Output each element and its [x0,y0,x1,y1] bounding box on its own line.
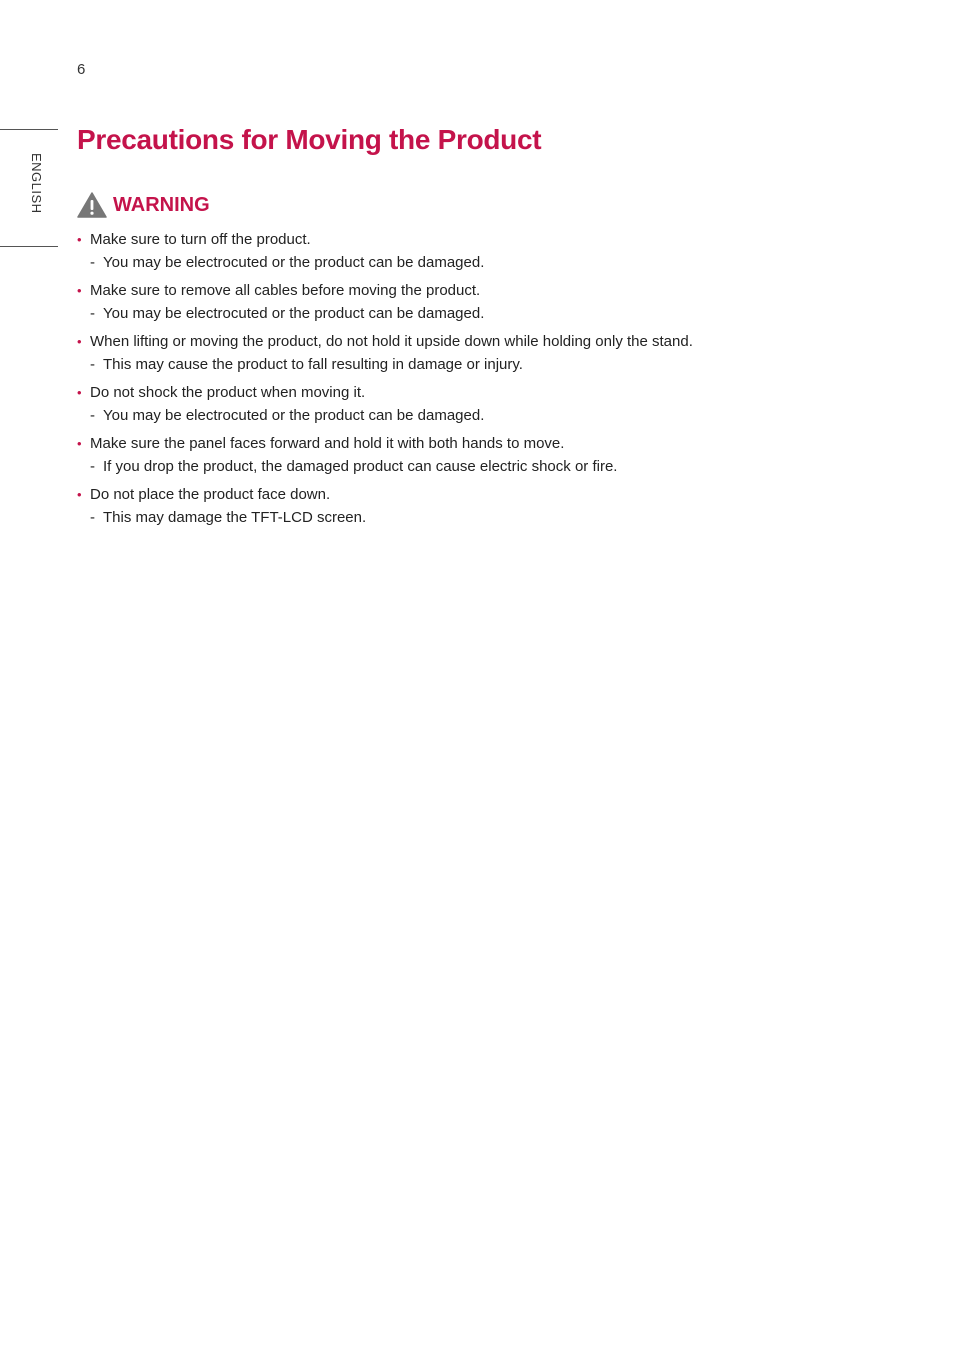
bullet-icon: • [77,436,82,451]
precaution-consequence: This may damage the TFT-LCD screen. [103,509,367,526]
dash-marker: - [90,356,95,373]
bullet-icon: • [77,334,82,349]
precaution-item [77,484,777,529]
bullet-icon: • [77,487,82,502]
bullet-icon: • [77,232,82,247]
dash-marker: - [90,458,95,475]
precaution-item [77,433,777,478]
precaution-text: Make sure the panel faces forward and hold it with both hands to move. [90,435,565,452]
precaution-list [77,229,777,535]
dash-marker: - [90,509,95,526]
warning-header [77,192,210,218]
warning-label: WARNING [113,193,210,216]
precaution-text: Make sure to turn off the product. [90,231,311,248]
precaution-consequence: This may cause the product to fall resulting in damage or injury. [103,356,523,373]
precaution-text: Do not place the product face down. [90,486,331,503]
page-title: Precautions for Moving the Product [77,124,542,155]
side-rule-top [0,129,58,130]
precaution-item [77,331,777,376]
precaution-item [77,382,777,427]
precaution-consequence: You may be electrocuted or the product can be damaged. [103,254,485,271]
precaution-consequence: If you drop the product, the damaged product can cause electric shock or fire. [103,458,618,475]
precaution-text: Do not shock the product when moving it. [90,384,366,401]
bullet-icon: • [77,283,82,298]
side-rule-bottom [0,246,58,247]
precaution-text: Make sure to remove all cables before moving the product. [90,282,481,299]
precaution-item [77,229,777,274]
precaution-item [77,280,777,325]
dash-marker: - [90,407,95,424]
dash-marker: - [90,254,95,271]
language-side-label: ENGLISH [29,153,44,214]
warning-triangle-icon [77,192,107,218]
page-number: 6 [77,61,86,78]
bullet-icon: • [77,385,82,400]
precaution-consequence: You may be electrocuted or the product can be damaged. [103,407,485,424]
precaution-consequence: You may be electrocuted or the product can be damaged. [103,305,485,322]
precaution-text: When lifting or moving the product, do not hold it upside down while holding only the stand. [90,333,693,350]
dash-marker: - [90,305,95,322]
